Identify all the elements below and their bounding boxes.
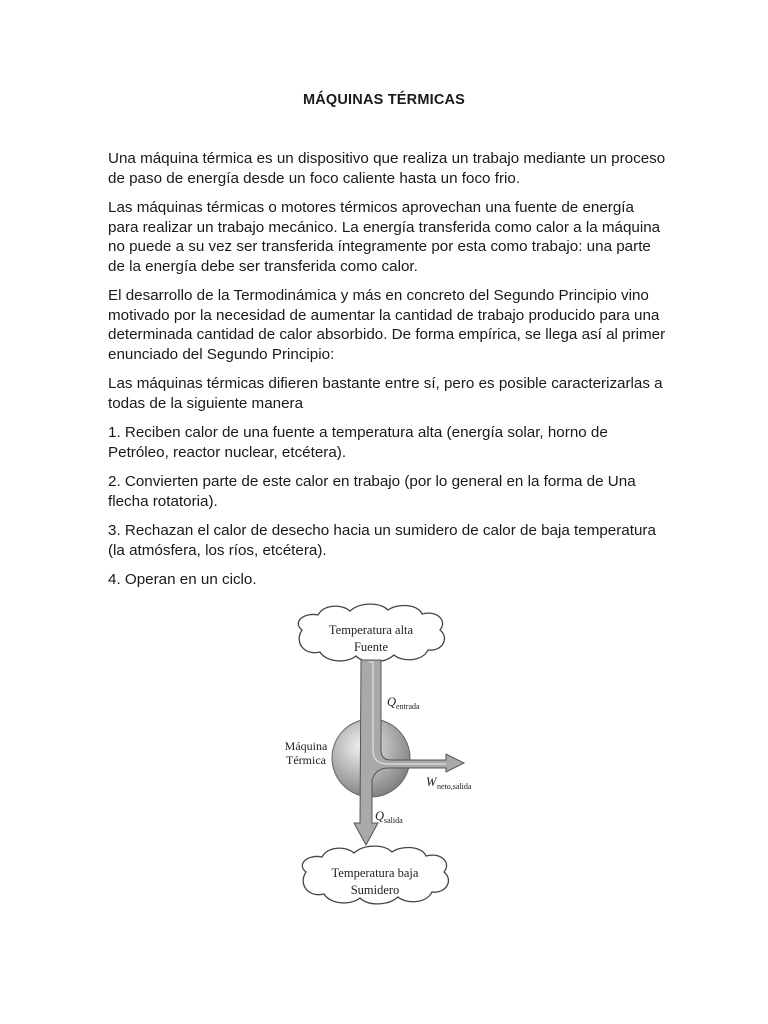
paragraph-1 — [108, 149, 668, 188]
text-line: Las máquinas térmicas difieren bastante entre sí, pero es posible caracterizarlas a — [108, 375, 663, 392]
list-item-4 — [108, 570, 668, 590]
text-line: 2. Convierten parte de este calor en trabajo (por lo general en la forma de Una — [108, 473, 636, 490]
text-line: (la atmósfera, los ríos, etcétera). — [108, 541, 327, 559]
text-line: Una máquina térmica es un dispositivo que realiza un trabajo mediante un proceso — [108, 150, 666, 167]
text-line: determinada cantidad de calor absorbido. De forma empírica, se llega así al primer — [108, 326, 666, 343]
list-item-3 — [108, 521, 668, 560]
q-in-subscript: entrada — [396, 702, 420, 711]
q-in-symbol: Q — [387, 695, 397, 709]
source-label-line1: Temperatura alta — [328, 623, 414, 637]
w-subscript: neto,salida — [437, 782, 472, 791]
paragraph-3 — [108, 286, 668, 364]
text-line: de paso de energía desde un foco caliente hasta un foco frio. — [108, 169, 521, 187]
text-line: de la energía debe ser transferida como calor. — [108, 257, 418, 275]
text-line: flecha rotatoria). — [108, 492, 218, 510]
text-line: todas de la siguiente manera — [108, 394, 304, 412]
q-out-symbol: Q — [375, 809, 385, 823]
w-symbol: W — [426, 775, 437, 789]
text-line: para realizar un trabajo mecánico. La energía transferida como calor a la máquina — [108, 218, 661, 236]
heat-engine-svg — [270, 600, 510, 920]
document-title: MÁQUINAS TÉRMICAS — [302, 92, 466, 108]
engine-label-line2: Térmica — [286, 753, 326, 767]
text-line: 1. Reciben calor de una fuente a temperatura alta (energía solar, horno de — [108, 424, 608, 441]
paragraph-4 — [108, 374, 668, 413]
text-line: no puede a su vez ser transferida íntegramente por esta como trabajo: una parte — [108, 238, 651, 255]
heat-engine-diagram — [270, 600, 510, 920]
engine-label-line1: Máquina — [284, 739, 328, 753]
text-line: 3. Rechazan el calor de desecho hacia un sumidero de calor de baja temperatura — [108, 522, 656, 539]
document-body — [108, 149, 668, 600]
sink-label-line1: Temperatura baja — [331, 866, 419, 880]
list-item-2 — [108, 472, 668, 511]
text-line: motivado por la necesidad de aumentar la cantidad de trabajo producido para una — [108, 306, 660, 324]
list-item-1 — [108, 423, 668, 462]
source-label-line2: Fuente — [353, 640, 389, 654]
text-line: 4. Operan en un ciclo. — [108, 571, 257, 588]
text-line: El desarrollo de la Termodinámica y más en concreto del Segundo Principio vino — [108, 287, 649, 304]
paragraph-2 — [108, 198, 668, 276]
text-line: Petróleo, reactor nuclear, etcétera). — [108, 443, 347, 461]
text-line: enunciado del Segundo Principio: — [108, 345, 335, 363]
q-out-subscript: salida — [384, 816, 403, 825]
sink-label-line2: Sumidero — [350, 883, 400, 897]
text-line: Las máquinas térmicas o motores térmicos aprovechan una fuente de energía — [108, 199, 634, 216]
